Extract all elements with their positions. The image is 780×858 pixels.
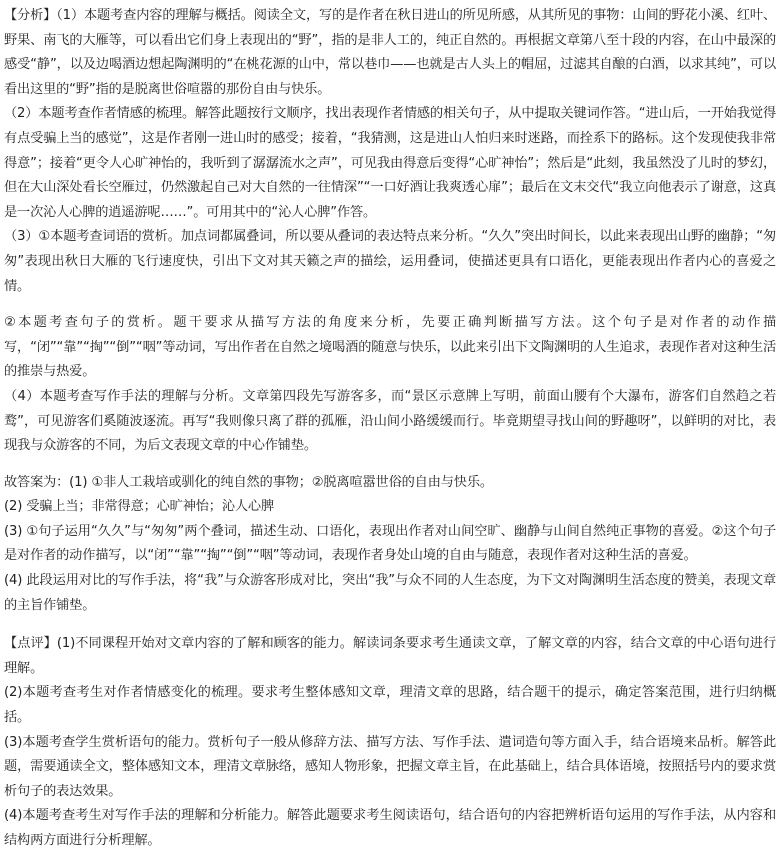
analysis-paragraph-3: （3）①本题考查词语的赏析。加点词都属叠词，所以要从叠词的表达特点来分析。“久久”突出时间长，以此来表现出山野的幽静；“匆匆”表现出秋日大雁的飞行速度快，引出下文对其天籁之声的描绘，运用叠词，使描述更具有口语化，更能表现出作者内心的喜爱之情。 (4, 229, 776, 294)
analysis-paragraph-2: （2）本题考查作者情感的梳理。解答此题按行文顺序，找出表现作者情感的相关句子，从中提取关键词作答。“进山后，一开始我觉得有点受骗上当的感觉”，这是作者刚一进山时的感受；接着，“我猜测，这是进山人怕归来时迷路，而拴系下的路标。这个发现使我非常得意”；接着“更令人心旷神怡的，我听到了潺潺流水之声”，可见我由得意后变得“心旷神怡”；然后是“此刻，我虽然没了儿时的梦幻，但在大山深处看长空雁过，仍然激起自己对大自然的一往情深”“一口好酒让我爽透心扉”；最后在文末交代“我立向他表示了谢意，这真是一次沁人心脾的逍遥游呢……”。可用其中的“沁人心脾”作答。 (4, 106, 776, 220)
spacer (4, 459, 776, 471)
answer-line-1: 故答案为：(1) ①非人工栽培或驯化的纯自然的事物；②脱离喧嚣世俗的自由与快乐。 (4, 474, 493, 490)
analysis-paragraph-5: （4）本题考查写作手法的理解与分析。文章第四段先写游客多，而“景区示意牌上写明，前面山腰有个大瀑布，游客们自然趋之若鹜”，可见游客们奚随波逐流。再写“我则像只离了群的孤雁，沿山间小路缓缓而行。毕竟期望寻找山间的野趣呀”，以鲜明的对比，表现我与众游客的不同，为后文表现文章的中心作铺垫。 (4, 388, 776, 454)
comment-line-2: (2)本题考查考生对作者情感变化的梳理。要求考生整体感知文章，理清文章的思路，结合题干的提示，确定答案范围，进行归纳概括。 (4, 685, 776, 726)
comment-line-3: (3)本题考查学生赏析语句的能力。赏析句子一般从修辞方法、描写方法、写作手法、遣词造句等方面入手，结合语境来品析。解答此题，需要通读全文，整体感知文本，理清文章脉络，感知人物形象，把握文章主旨，在此基础上，结合具体语境，按照括号内的要求赏析句子的表达效果。 (4, 734, 776, 799)
comment-line-4: (4)本题考查考生对写作手法的理解和分析能力。解答此题要求考生阅读语句，结合语句的内容把辨析语句运用的写作手法，从内容和结构两方面进行分析理解。 (4, 808, 776, 848)
analysis-paragraph-4: ②本题考查句子的赏析。题干要求从描写方法的角度来分析，先要正确判断描写方法。这个句子是对作者的动作描写，“闭”“靠”“掏”“倒”“咽”等动词，写出作者在自然之境喝酒的随意与快乐，以此来引出下文陶渊明的人生追求，表现作者对这种生活的推崇与热爱。 (4, 315, 776, 380)
analysis-paragraph-1: 【分析】（1）本题考查内容的理解与概括。阅读全文，写的是作者在秋日进山的所见所感，从其所见的事物：山间的野花小溪、红叶、野果、南飞的大雁等，可以看出它们身上表现出的“野”，指的是非人工的，纯正自然的。再根据文章第八至十段的内容，在山中最深的感受“静”，以及边喝酒边想起陶渊明的“在桃花源的山中，常以巷巾——也就是古人头上的帽屈，过滤其自酿的白酒，以求其纯”，可以看出这里的“野”指的是脱离世俗喧嚣的那份自由与快乐。 (4, 8, 776, 97)
spacer (4, 299, 776, 311)
answer-line-4: (4) 此段运用对比的写作手法，将“我”与众游客形成对比，突出“我”与众不同的人生态度，为下文对陶渊明生活态度的赞美，表现文章的主旨作铺垫。 (4, 573, 776, 613)
comment-line-1: 【点评】(1)不同课程开始对文章内容的了解和顾客的能力。解读词条要求考生通读文章，了解文章的内容，结合文章的中心语句进行理解。 (4, 636, 776, 676)
spacer (4, 618, 776, 632)
answer-line-3: (3) ①句子运用“久久”与“匆匆”两个叠词，描述生动、口语化，表现出作者对山间空旷、幽静与山间自然纯正事物的喜爱。②这个句子是对作者的动作描写，以“闭”“靠”“掏”“倒”“咽”等动词，表现作者身处山境的自由与随意，表现作者对这种生活的喜爱。 (4, 523, 776, 564)
answer-line-2: (2) 受骗上当；非常得意；心旷神怡；沁人心脾 (4, 499, 274, 515)
